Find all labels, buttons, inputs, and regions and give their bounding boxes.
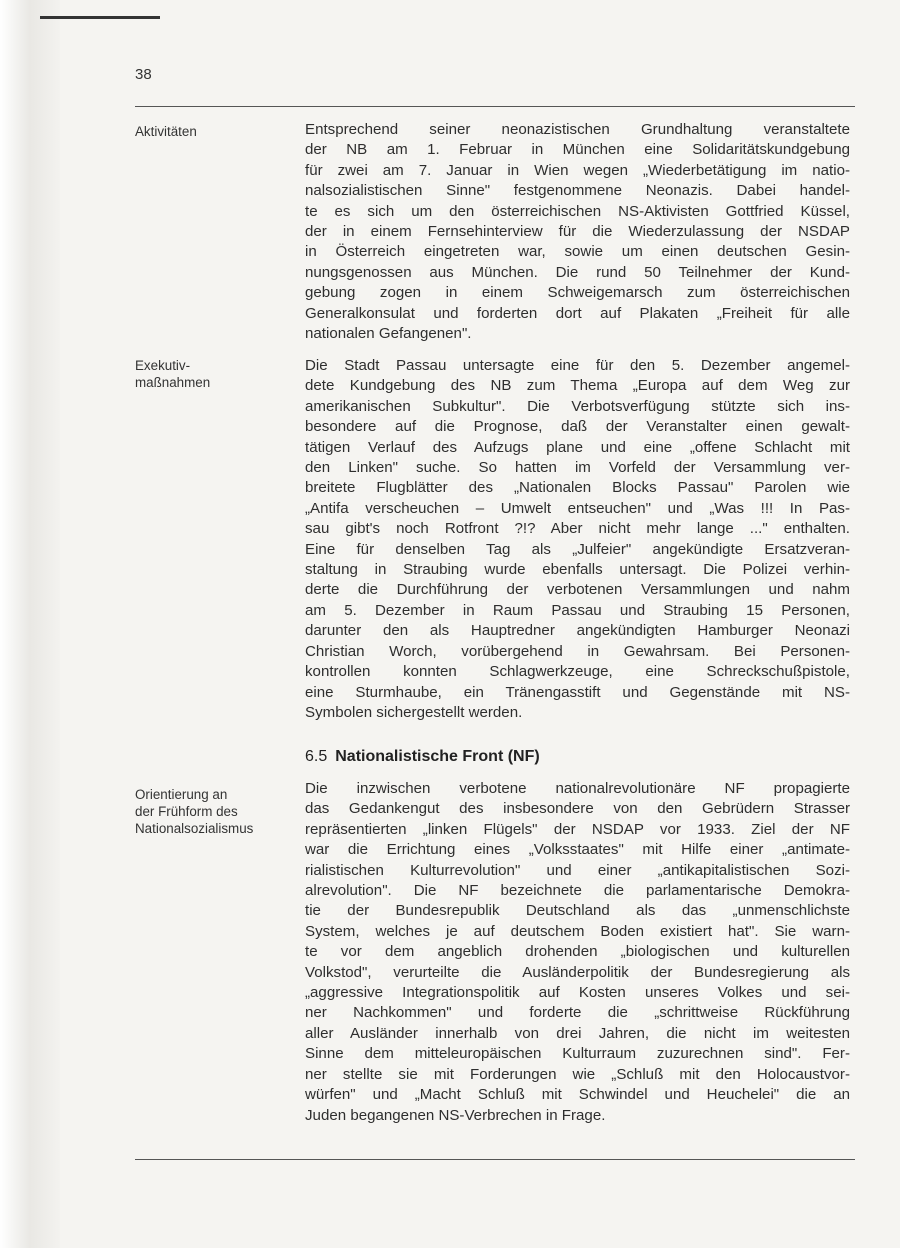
text-line: breitete Flugblätter des „Nationalen Blocks Passau" Parolen wie xyxy=(305,479,850,497)
paragraph-aktivitaeten xyxy=(305,120,850,344)
margin-label-line: maßnahmen xyxy=(135,375,211,390)
text-line: dete Kundgebung des NB zum Thema „Europa auf dem Weg zur xyxy=(305,377,850,395)
section-title: Nationalistische Front (NF) xyxy=(335,748,540,765)
text-line: rialistischen Kulturrevolution" und einer „antikapitalistischen Sozi- xyxy=(305,861,850,879)
text-line: besondere auf die Prognose, daß der Veranstalter einen gewalt- xyxy=(305,418,850,436)
text-line: nungsgenossen aus München. Die rund 50 Teilnehmer der Kund- xyxy=(305,263,850,281)
text-line: gebung zogen in einem Schweigemarsch zum österreichischen xyxy=(305,284,850,302)
text-line: Volkstod", verurteilte die Ausländerpolitik der Bundesregierung als xyxy=(305,963,850,981)
margin-label-line: Aktivitäten xyxy=(135,124,197,139)
text-line: am 5. Dezember in Raum Passau und Straubing 15 Personen, xyxy=(305,601,850,619)
text-line: Christian Worch, vorübergehend in Gewahrsam. Bei Personen- xyxy=(305,642,850,660)
text-line: Generalkonsulat und forderten dort auf Plakaten „Freiheit für alle xyxy=(305,304,850,322)
text-line: te vor dem angeblich drohenden „biologischen und kulturellen xyxy=(305,943,850,961)
section-heading xyxy=(305,748,540,766)
header-rule xyxy=(135,106,855,107)
paragraph-exekutivmassnahmen xyxy=(305,356,850,723)
text-line: derte die Durchführung der verbotenen Versammlungen und nahm xyxy=(305,581,850,599)
text-line: ner Nachkommen" und forderte die „schrittweise Rückführung xyxy=(305,1004,850,1022)
text-line: darunter den als Hauptredner angekündigten Hamburger Neonazi xyxy=(305,622,850,640)
text-line: System, welches je auf deutschem Boden existiert hat". Sie warn- xyxy=(305,922,850,940)
text-line: für zwei am 7. Januar in Wien wegen „Wiederbetätigung im natio- xyxy=(305,161,850,179)
text-line: Sinne dem mitteleuropäischen Kulturraum zuzurechnen sind". Fer- xyxy=(305,1045,850,1063)
text-line: „Antifa verscheuchen – Umwelt entseuchen" und „Was !!! In Pas- xyxy=(305,499,850,517)
footer-rule xyxy=(135,1159,855,1160)
text-line: tie der Bundesrepublik Deutschland als das „unmenschlichste xyxy=(305,902,850,920)
text-line: in Österreich eingetreten war, sowie um einen deutschen Gesin- xyxy=(305,243,850,261)
text-line: „aggressive Integrationspolitik auf Kosten unseres Volkes und sei- xyxy=(305,984,850,1002)
text-line: repräsentierten „linken Flügels" der NSDAP vor 1933. Ziel der NF xyxy=(305,820,850,838)
text-line: sau gibt's noch Rotfront ?!? Aber nicht mehr lange ..." enthalten. xyxy=(305,520,850,538)
margin-label-aktivitaeten xyxy=(135,123,295,140)
text-line: tätigen Verlauf des Aufzugs plane und eine „offene Schlacht mit xyxy=(305,438,850,456)
text-line: eine Sturmhaube, ein Tränengasstift und Gegenstände mit NS- xyxy=(305,683,850,701)
text-line: der NB am 1. Februar in München eine Solidaritätskundgebung xyxy=(305,141,850,159)
text-line: Juden begangenen NS-Verbrechen in Frage. xyxy=(305,1106,606,1124)
text-line: Die Stadt Passau untersagte eine für den 5. Dezember angemel- xyxy=(305,357,850,374)
text-line: nalsozialistischen Sinne" festgenommene Neonazis. Dabei handel- xyxy=(305,182,850,200)
margin-label-line: Nationalsozialismus xyxy=(135,821,254,836)
book-spine-shadow xyxy=(0,0,60,1248)
text-line: den Linken" suche. So hatten im Vorfeld der Versammlung ver- xyxy=(305,459,850,477)
text-line: ner stellte sie mit Forderungen wie „Schluß mit den Holocaustvor- xyxy=(305,1065,850,1083)
text-line: staltung in Straubing wurde ebenfalls untersagt. Die Polizei verhin- xyxy=(305,561,850,579)
text-line: Entsprechend seiner neonazistischen Grundhaltung veranstaltete xyxy=(305,121,850,138)
text-line: würfen" und „Macht Schluß mit Schwindel und Heuchelei" die an xyxy=(305,1086,850,1104)
paragraph-nationalistische-front xyxy=(305,779,850,1126)
text-line: das Gedankengut des insbesondere von den Gebrüdern Strasser xyxy=(305,800,850,818)
margin-label-line: Orientierung an xyxy=(135,787,228,802)
text-line: Die inzwischen verbotene nationalrevolutionäre NF propagierte xyxy=(305,780,850,797)
text-line: der in einem Fernsehinterview für die Wiederzulassung der NSDAP xyxy=(305,223,850,241)
text-line: Eine für denselben Tag als „Julfeier" angekündigte Ersatzveran- xyxy=(305,540,850,558)
page-number: 38 xyxy=(135,66,152,83)
text-line: aller Ausländer innerhalb von drei Jahren, die nicht im weitesten xyxy=(305,1024,850,1042)
section-number: 6.5 xyxy=(305,748,328,765)
text-line: war die Errichtung eines „Volksstaates" mit Hilfe einer „antimate- xyxy=(305,841,850,859)
text-line: te es sich um den österreichischen NS-Aktivisten Gottfried Küssel, xyxy=(305,202,850,220)
margin-label-line: der Frühform des xyxy=(135,804,238,819)
text-line: kontrollen konnten Schlagwerkzeuge, eine Schreckschußpistole, xyxy=(305,663,850,681)
page-top-edge xyxy=(40,16,160,19)
margin-label-orientierung xyxy=(135,786,295,837)
margin-label-exekutivmassnahmen xyxy=(135,357,295,391)
margin-label-line: Exekutiv- xyxy=(135,358,191,373)
text-line: alrevolution". Die NF bezeichnete die parlamentarische Demokra- xyxy=(305,882,850,900)
text-line: nationalen Gefangenen". xyxy=(305,325,472,343)
text-line: amerikanischen Subkultur". Die Verbotsverfügung stützte sich ins- xyxy=(305,397,850,415)
text-line: Symbolen sichergestellt werden. xyxy=(305,703,523,721)
